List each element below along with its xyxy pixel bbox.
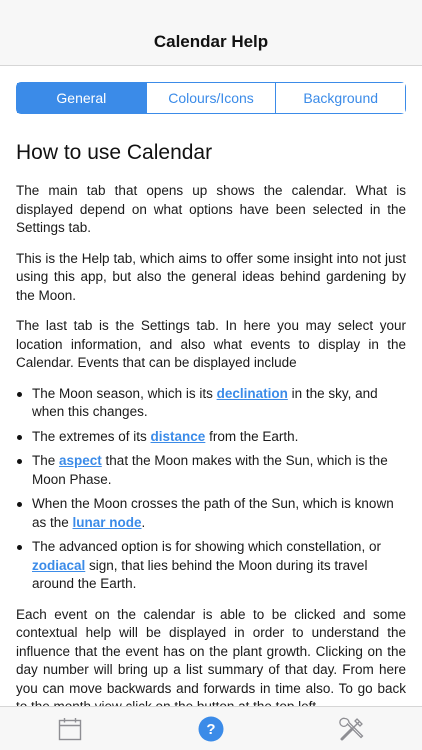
list-item <box>16 385 406 422</box>
calendar-icon <box>57 716 83 742</box>
list-item-text: from the Earth. <box>205 428 299 444</box>
tab-calendar[interactable] <box>0 707 141 750</box>
list-item-text: The extremes of its <box>32 428 151 444</box>
list-item-text: When the Moon crosses the path of the Sun, which is known as the <box>32 496 394 530</box>
segment-colours-icons[interactable]: Colours/Icons <box>146 83 276 113</box>
page-title: Calendar Help <box>153 32 269 51</box>
help-glyph: ? <box>206 720 216 738</box>
list-item <box>16 452 406 489</box>
list-item-text: The advanced option is for showing which constellation, or <box>32 539 381 554</box>
aspect-link[interactable]: aspect <box>59 453 102 468</box>
help-icon <box>198 716 224 742</box>
list-item <box>16 538 406 594</box>
tab-bar <box>0 706 422 750</box>
events-list <box>16 385 406 594</box>
segment-background[interactable]: Background <box>275 83 405 113</box>
distance-link[interactable]: distance <box>150 428 206 444</box>
lunar-node-link[interactable]: lunar node <box>72 514 142 530</box>
list-item-text: sign, that lies behind the Moon during its travel around the Earth. <box>32 557 368 591</box>
navigation-bar <box>0 0 422 66</box>
tools-icon <box>338 715 366 743</box>
paragraph-settings-tab: The last tab is the Settings tab. In here you may select your location information, and also what events to display in the Calendar. Events that can be displayed include <box>16 318 406 370</box>
list-item <box>16 428 406 447</box>
zodiacal-link[interactable]: zodiacal <box>32 557 86 573</box>
tab-settings[interactable] <box>281 707 422 750</box>
list-item <box>16 495 406 532</box>
list-item-text: that the Moon makes with the Sun, which is the Moon Phase. <box>32 453 388 487</box>
declination-link[interactable]: declination <box>216 385 288 401</box>
section-heading: How to use Calendar <box>16 141 213 164</box>
paragraph-calendar-events: Each event on the calendar is able to be clicked and some contextual help will be displayed in order to understand the influence that the event has on the plant growth. Clicking on the day number will bring up a list summary of that day. From here you can move backwards and forwards in time also. To go back <box>16 606 406 696</box>
segment-general[interactable]: General <box>17 83 146 113</box>
help-section-segmented-control <box>16 82 406 114</box>
tab-help[interactable] <box>141 707 282 750</box>
paragraph-main-tab: The main tab that opens up shows the calendar. What is displayed depend on what options have been selected in the Settings tab. <box>16 183 406 235</box>
help-content[interactable] <box>16 140 406 706</box>
list-item-text: . <box>141 514 146 530</box>
paragraph-help-tab: This is the Help tab, which aims to offer some insight into not just using this app, but also the general ideas behind gardening by the Moon. <box>16 250 406 303</box>
list-item-text: The <box>32 453 60 468</box>
list-item-text: The Moon season, which is its <box>32 385 217 401</box>
list-item-text: in the sky, and when this changes. <box>32 385 378 419</box>
